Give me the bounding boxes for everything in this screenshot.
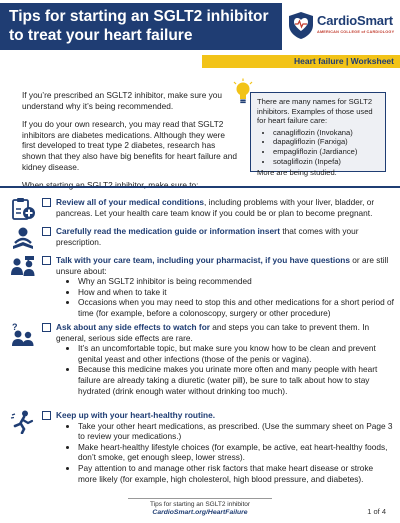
clipboard-medical-icon (10, 197, 36, 221)
footer-url-link[interactable]: CardioSmart.org/HeartFailure (152, 509, 248, 516)
section-heading: Ask about any side effects to watch for (56, 322, 210, 332)
section-bullet: • Because this medicine makes you urinate more often and many people with heart failure are already taking a diuretic (water pill), be sure to talk about how to stay hydrated (drink enough water without drinking too much). (78, 364, 394, 396)
cardiosmart-logo (286, 10, 398, 46)
drug-name-list (273, 128, 379, 166)
people-question-icon (10, 322, 36, 346)
intro-paragraph: If you’re prescribed an SGLT2 inhibitor, make sure you understand why it’s being recommended. (22, 90, 222, 111)
page-title: Tips for starting an SGLT2 inhibitor to treat your heart failure (9, 8, 269, 44)
section-bullet: • It’s an uncomfortable topic, but make sure you know how to be clean and prevent genital yeast and other infections (those of the penis or vagina). (78, 343, 394, 364)
section-bullet: • Take your other heart medications, as prescribed. (Use the summary sheet on Page 3 to review your medications.) (78, 421, 394, 442)
section-heading: Review all of your medical conditions (56, 197, 204, 207)
section-bullet-list (78, 276, 394, 318)
drug-name-item: • canagliflozin (Invokana) (273, 128, 379, 138)
footer-rule (128, 498, 272, 499)
drug-name-item: • empagliflozin (Jardiance) (273, 147, 379, 157)
svg-text:?: ? (12, 322, 18, 332)
intro-text (22, 90, 238, 199)
logo-subtitle: AMERICAN COLLEGE of CARDIOLOGY (317, 30, 395, 34)
section-divider (0, 186, 400, 188)
active-person-icon (10, 410, 36, 434)
section-description: that comes with your prescription. (56, 226, 359, 247)
section-bullet: • Make heart-healthy lifestyle choices (for example, be active, eat heart-healthy foods, don’t smoke, get enough sleep, lower stress). (78, 442, 394, 463)
section-heading: Talk with your care team, including your pharmacist, if you have questions (56, 255, 350, 265)
intro-paragraph: If you do your own research, you may read that SGLT2 inhibitors are diabetes medications. Although they were first developed to treat type 2 diabetes, research has shown that they also have big benefits for heart failure and kidney disease. (22, 119, 237, 172)
section-heading: Carefully read the medication guide or information insert (56, 226, 281, 236)
callout-intro: There are many names for SGLT2 inhibitors. Examples of those used for heart failure care: (257, 97, 373, 126)
footer-title: Tips for starting an SGLT2 inhibitor (149, 501, 251, 508)
document-tag: Heart failure | Worksheet (293, 56, 394, 66)
checkbox[interactable] (42, 411, 51, 420)
heart-shield-icon (286, 10, 316, 40)
checkbox[interactable] (42, 256, 51, 265)
drug-name-item: • sotagliflozin (Inpefa) (273, 157, 379, 167)
section-text (56, 322, 394, 396)
section-description: or are still unsure about: (56, 255, 389, 276)
section-text (56, 226, 394, 247)
two-people-talking-icon (10, 255, 36, 279)
section-bullet-list (78, 421, 394, 485)
section-heading: Keep up with your heart-healthy routine. (56, 410, 216, 420)
drug-name-item: • dapagliflozin (Farxiga) (273, 137, 379, 147)
checkbox[interactable] (42, 323, 51, 332)
section-text (56, 197, 394, 218)
section-text (56, 255, 394, 319)
drug-names-callout (250, 92, 386, 178)
checkbox[interactable] (42, 198, 51, 207)
section-bullet-list (78, 343, 394, 396)
footer (0, 498, 400, 523)
section-description: , including problems with your liver, bladder, or pancreas. Let your health care team know if you could be or plan to become pregnant. (56, 197, 375, 218)
person-reading-icon (10, 226, 36, 250)
section-bullet: • Pay attention to and manage other risk factors that make heart disease or stroke more likely (for example, high cholesterol, high blood pressure, and diabetes). (78, 463, 394, 484)
section-bullet: • How and when to take it (78, 287, 394, 298)
logo-name: CardioSmart (317, 13, 393, 28)
page-number: 1 of 4 (367, 507, 386, 516)
section-description: and steps you can take to prevent them. In general, serious side effects are rare. (56, 322, 370, 343)
section-text (56, 410, 394, 484)
title-band (0, 3, 282, 50)
section-bullet: • Why an SGLT2 inhibitor is being recommended (78, 276, 394, 287)
section-bullet: • Occasions when you may need to stop this and other medications for a short period of time (for example, before a colonoscopy, surgery or other procedure) (78, 297, 394, 318)
callout-outro: More are being studied. (257, 168, 337, 178)
header (0, 0, 400, 52)
document-tag-bar (202, 55, 400, 68)
checkbox[interactable] (42, 227, 51, 236)
